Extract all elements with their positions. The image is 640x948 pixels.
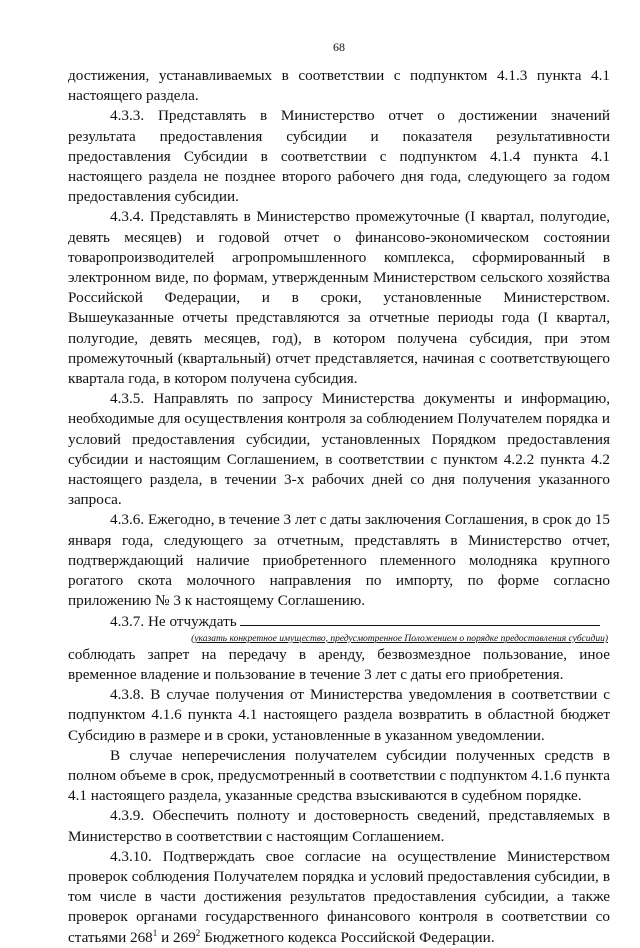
page-number: 68: [333, 40, 345, 54]
paragraph-4-3-7-lead-text: 4.3.7. Не отчуждать: [110, 613, 237, 631]
paragraph-4-3-10: [68, 847, 610, 948]
paragraph-4-3-5: 4.3.5. Направлять по запросу Министерства документы и информацию, необходимые для осуществления контроля за соблюдением Получателем порядка и условий предоставления субсидии, установленных Порядком предоставления субсидии и настоящим Соглашением, в соответствии с пунктом 4.2.2 пункта 4.2 настоящего раздела, в течении 3-х рабочих дней со дня получения указанного запроса.: [68, 390, 610, 509]
paragraph-4-3-10-mid: и 269: [157, 928, 196, 946]
paragraph-4-3-3: 4.3.3. Представлять в Министерство отчет о достижении значений результата предоставления субсидии и показателя результативности предоставления Субсидии в соответствии с подпунктом 4.1.4 пункта 4.1 настоящего раздела не позднее второго рабочего дня года, следующего за годом предоставления субсидии.: [68, 107, 610, 206]
paragraph-4-3-8: 4.3.8. В случае получения от Министерства уведомления в соответствии с подпунктом 4.1.6 пункта 4.1 настоящего раздела возвратить в областной бюджет Субсидию в размере и в сроки, установленные в указанном уведомлении.: [68, 686, 610, 744]
fill-in-caption: [68, 633, 608, 645]
paragraph-continuation: достижения, устанавливаемых в соответствии с подпунктом 4.1.3 пункта 4.1 настоящего раздела.: [68, 67, 610, 105]
paragraph-4-3-10-text: 4.3.10. Подтверждать свое согласие на осуществление Министерством проверок соблюдения Получателем порядка и условий предоставления субсидии, в том числе в части достижения результатов предоставления субсидии, а также проверок органами государственного финансового контроля в соответствии со статьями 268: [68, 847, 610, 946]
paragraph-4-3-6: 4.3.6. Ежегодно, в течение 3 лет с даты заключения Соглашения, в срок до 15 января года, следующего за отчетным, представлять в Министерство отчет, подтверждающий наличие приобретенного племенного молодняка крупного рогатого скота молочного направления по импорту, по форме согласно приложению № 3 к настоящему Соглашению.: [68, 511, 610, 610]
superscript-1: 1: [152, 927, 158, 938]
fill-in-caption-text: (указать конкретное имущество, предусмотренное Положением о порядке предоставления субсидии): [191, 633, 608, 644]
superscript-2: 2: [195, 927, 201, 938]
paragraph-4-3-9: 4.3.9. Обеспечить полноту и достоверность сведений, представляемых в Министерство в соответствии с настоящим Соглашением.: [68, 807, 610, 845]
paragraph-4-3-8-second: В случае неперечисления получателем субсидии полученных средств в полном объеме в срок, предусмотренный в соответствии с подпунктом 4.1.6 пункта 4.1 настоящего раздела, указанные средства взыскиваются в судебном порядке.: [68, 746, 610, 805]
paragraph-4-3-10-end: Бюджетного кодекса Российской Федерации.: [200, 928, 495, 946]
paragraph-4-3-7-lead: [68, 611, 610, 632]
paragraph-4-3-7-rest: соблюдать запрет на передачу в аренду, безвозмездное пользование, иное временное владение и пользование в течение 3 лет с даты его приобретения.: [68, 645, 610, 683]
paragraph-4-3-4: 4.3.4. Представлять в Министерство промежуточные (I квартал, полугодие, девять месяцев) и годовой отчет о финансово-экономическом состоянии товаропроизводителей агропромышленного комплекса, сформированный в электронном виде, по формам, утвержденным Министерством сельского хозяйства Российской Федерации, и в сроки, установленные Министерством. Вышеуказанные отчеты представляются за отчетные периоды года (I квартал, полугодие, девять месяцев, год), в котором получена субсидия, при этом промежуточный (квартальный) отчет представляется, начиная с соответствующего квартала года, в котором получена субсидия.: [68, 208, 610, 388]
fill-in-blank-line: [240, 611, 600, 626]
